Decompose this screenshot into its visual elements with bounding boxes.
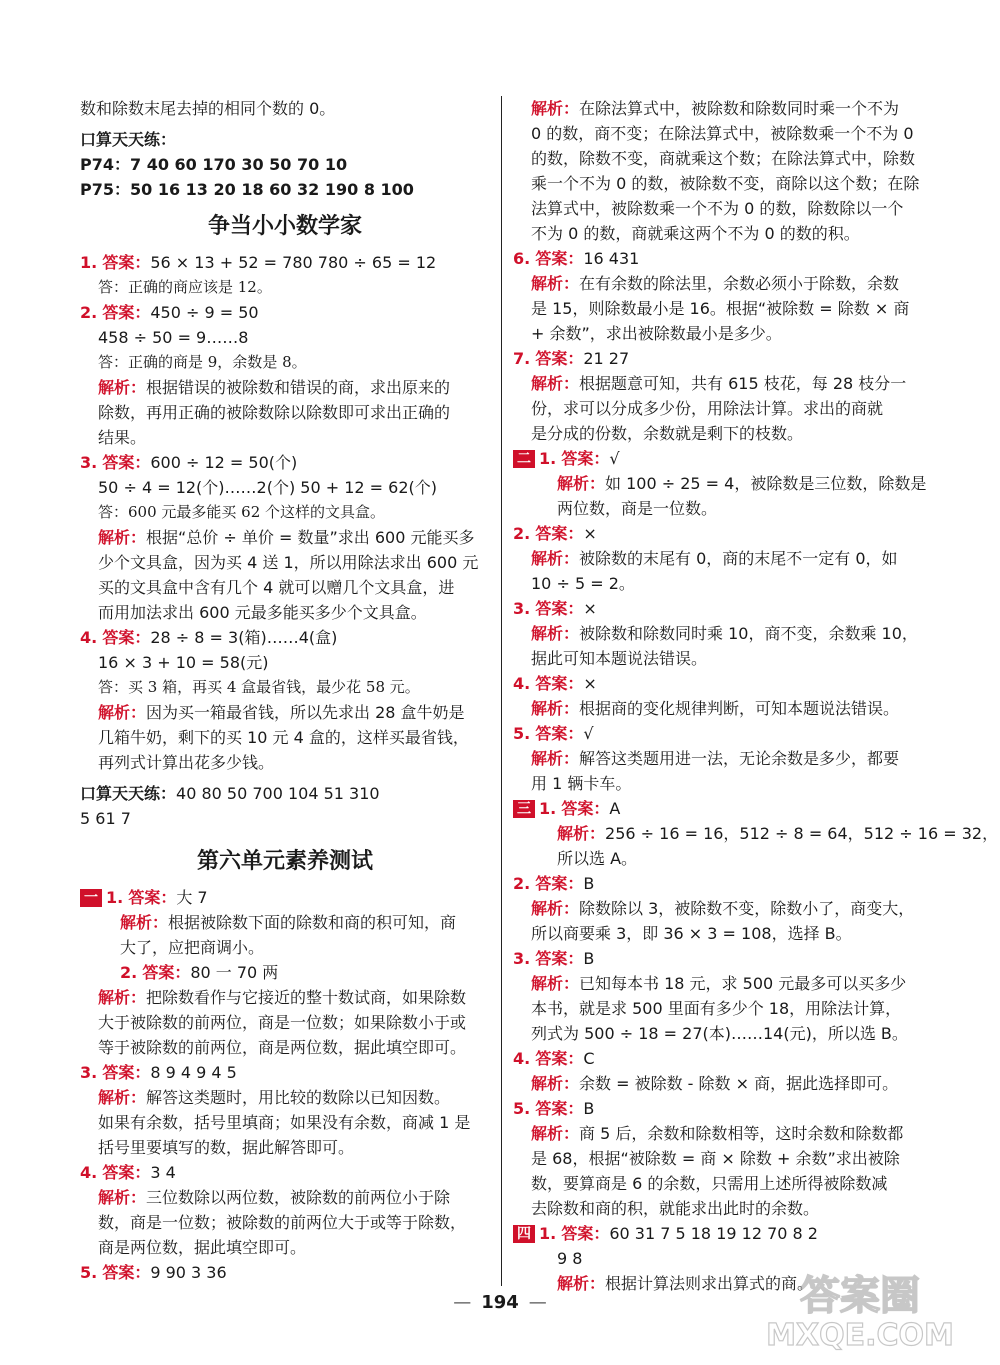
text-line [80,425,490,450]
line-text: 16 431 [583,249,640,268]
text-line [80,960,490,985]
question-number: 4. [513,1049,531,1068]
text-line [513,1221,945,1246]
text-line [513,146,945,171]
line-text: 去除数和商的积，就能求出此时的余数。 [531,1199,820,1218]
line-text: 9 90 3 36 [150,1263,227,1282]
line-text: 答：600 元最多能买 62 个这样的文具盒。 [98,503,386,521]
explanation-label: 解析： [98,528,147,547]
line-text: P75：50 16 13 20 18 60 32 190 8 100 [80,180,414,199]
text-line [80,375,490,400]
line-text: 如果有余数，括号里填商；如果没有余数，商减 1 是 [98,1113,471,1132]
question-number: 1. [539,799,557,818]
explanation-label: 解析： [98,703,147,722]
answer-label: 答案： [102,253,151,272]
answer-label: 答案： [535,874,584,893]
left-column [80,96,490,1285]
explanation-label: 解析： [98,378,147,397]
explanation-label: 解析： [531,699,580,718]
line-text: 60 31 7 5 18 19 12 70 8 2 [609,1224,818,1243]
text-line [513,846,945,871]
text-line [513,1146,945,1171]
line-text: √ [583,724,594,743]
answer-label: 答案： [535,1049,584,1068]
text-line [80,475,490,500]
line-text: 据此可知本题说法错误。 [531,649,708,668]
text-line [513,1096,945,1121]
answer-label: 答案： [128,888,177,907]
question-number: 5. [513,724,531,743]
text-line [513,996,945,1021]
explanation-label: 解析： [531,749,580,768]
text-line [80,1110,490,1135]
question-number: 1. [106,888,124,907]
line-text: 是 68，根据“被除数 = 商 × 除数 + 余数”求出被除 [531,1149,900,1168]
question-number: 4. [513,674,531,693]
footer-dash-right: — [528,1292,547,1313]
text-line [80,806,490,831]
line-text: 争当小小数学家 [207,213,362,239]
line-text: 28 ÷ 8 = 3(箱)……4(盒) [150,628,338,647]
answer-label: 答案： [535,949,584,968]
line-text: 解答这类题用进一法，无论余数是多少，都要 [579,749,900,768]
spacer [80,831,490,837]
text-line [80,1085,490,1110]
text-line [513,271,945,296]
line-text: × [583,599,597,618]
watermark-logo [760,1263,960,1353]
text-line [513,1071,945,1096]
text-line [513,1046,945,1071]
explanation-label: 解析： [531,549,580,568]
line-text: 列式为 500 ÷ 18 = 27(本)……14(元)，所以选 B。 [531,1024,908,1043]
line-text: 不为 0 的数，商就乘这两个不为 0 的数的积。 [531,224,860,243]
answer-label: 答案： [535,724,584,743]
text-line [513,1171,945,1196]
line-text: 根据错误的被除数和错误的商，求出原来的 [146,378,451,397]
explanation-label: 解析： [98,988,147,1007]
explanation-label: 解析： [531,1074,580,1093]
explanation-label: 解析： [120,913,169,932]
text-line [80,575,490,600]
text-line [80,700,490,725]
text-line [80,127,490,152]
line-text: 商是两位数，据此填空即可。 [98,1238,307,1257]
line-text: 已知每本书 18 元，求 500 元最多可以买多少 [579,974,907,993]
text-line [80,152,490,177]
bold-label: 口算天天练： [80,784,177,803]
text-line [80,96,490,121]
text-line [80,1210,490,1235]
question-number: 3. [80,453,98,472]
text-line [80,500,490,525]
line-text: 解答这类题时，用比较的数除以已知因数。 [146,1088,451,1107]
part-marker: 一 [80,889,102,907]
text-line [80,885,490,910]
text-line [80,750,490,775]
line-text: 第六单元素养测试 [196,848,373,874]
answer-label: 答案： [535,674,584,693]
line-text: 除数除以 3，被除数不变，除数小了，商变大， [579,899,915,918]
line-text: 根据计算法则求出算式的商。 [605,1274,814,1293]
text-line [80,550,490,575]
text-line [513,496,945,521]
text-line [80,250,490,275]
text-line [513,871,945,896]
text-line [513,1121,945,1146]
text-line [513,221,945,246]
explanation-label: 解析： [531,899,580,918]
answer-label: 答案： [102,1063,151,1082]
text-line [80,1010,490,1035]
text-line [80,625,490,650]
question-number: 1. [80,253,98,272]
line-text: C [583,1049,595,1068]
explanation-label: 解析： [557,474,606,493]
line-text: 3 4 [150,1163,176,1182]
line-text: 如 100 ÷ 25 = 4，被除数是三位数，除数是 [605,474,927,493]
text-line [513,771,945,796]
line-text: 而用加法求出 600 元最多能买多少个文具盒。 [98,603,427,622]
line-text: 是分成的份数，余数就是剩下的枝数。 [531,424,804,443]
line-text: 份，求可以分成多少份，用除法计算。求出的商就 [531,399,884,418]
line-text: 大了，应把商调小。 [120,938,265,957]
text-line [513,446,945,471]
watermark-domain: MXQE.COM [766,1318,954,1353]
line-text: 本书，就是求 500 里面有多少个 18，用除法计算， [531,999,902,1018]
line-text: 括号里要填写的数，据此解答即可。 [98,1138,355,1157]
text-line [513,346,945,371]
line-text: 三位数除以两位数，被除数的前两位小于除 [146,1188,451,1207]
text-line [80,1135,490,1160]
line-text: B [583,1099,595,1118]
section-title [80,839,490,883]
line-text: 50 ÷ 4 = 12(个)……2(个) 50 + 12 = 62(个) [98,478,438,497]
answer-label: 答案： [102,453,151,472]
text-line [80,1235,490,1260]
text-line [80,450,490,475]
line-text: 被除数的末尾有 0，商的末尾不一定有 0，如 [579,549,898,568]
line-text: 等于被除数的前两位，商是两位数，据此填空即可。 [98,1038,467,1057]
text-line [513,471,945,496]
text-line [80,935,490,960]
question-number: 2. [513,874,531,893]
text-line [513,796,945,821]
line-text: 几箱牛奶，剩下的买 10 元 4 盒的，这样买最省钱， [98,728,469,747]
line-text: 所以选 A。 [557,849,638,868]
question-number: 6. [513,249,531,268]
line-text: B [583,949,595,968]
text-line [513,596,945,621]
line-text: 答：正确的商应该是 12。 [98,278,272,296]
line-text: 根据商的变化规律判断，可知本题说法错误。 [579,699,900,718]
question-number: 5. [80,1263,98,1282]
text-line [513,371,945,396]
line-text: 大 7 [176,888,208,907]
question-number: 3. [80,1063,98,1082]
line-text: 600 ÷ 12 = 50(个) [150,453,298,472]
explanation-label: 解析： [531,624,580,643]
line-text: 买的文具盒中含有几个 4 就可以赠几个文具盒，进 [98,578,455,597]
text-line [513,671,945,696]
line-text: 256 ÷ 16 = 16，512 ÷ 8 = 64，512 ÷ 16 = 32， [605,824,999,843]
text-line [80,675,490,700]
answer-label: 答案： [102,303,151,322]
text-line [513,721,945,746]
line-text: 商 5 后，余数和除数相等，这时余数和除数都 [579,1124,904,1143]
line-text: 56 × 13 + 52 = 780 780 ÷ 65 = 12 [150,253,437,272]
line-text: 8 9 4 9 4 5 [150,1063,237,1082]
line-text: 是 15，则除数最小是 16。根据“被除数 = 除数 × 商 [531,299,910,318]
text-line [80,781,490,806]
answer-label: 答案： [535,524,584,543]
text-line [80,725,490,750]
text-line [513,296,945,321]
text-line [513,246,945,271]
line-text: 答：正确的商是 9，余数是 8。 [98,353,307,371]
line-text: A [609,799,621,818]
line-text: 结果。 [98,428,147,447]
text-line [513,396,945,421]
answer-label: 答案： [102,1163,151,1182]
line-text: 用 1 辆卡车。 [531,774,632,793]
text-line [513,746,945,771]
text-line [80,400,490,425]
text-line [80,1260,490,1285]
line-text: 在除法算式中，被除数和除数同时乘一个不为 [579,99,900,118]
page-number: 194 [481,1292,519,1313]
text-line [80,1160,490,1185]
line-text: 数，商是一位数；被除数的前两位大于或等于除数， [98,1213,467,1232]
line-text: 458 ÷ 50 = 9……8 [98,328,249,347]
line-text: 所以商要乘 3，即 36 × 3 = 108，选择 B。 [531,924,852,943]
text-line [80,650,490,675]
line-text: √ [609,449,620,468]
text-line [80,177,490,202]
line-text: 数和除数末尾去掉的相同个数的 0。 [80,99,336,118]
text-line [80,1060,490,1085]
line-text: 少个文具盒，因为买 4 送 1，所以用除法求出 600 元 [98,553,479,572]
line-text: 因为买一箱最省钱，所以先求出 28 盒牛奶是 [146,703,465,722]
text-line [80,300,490,325]
text-line [80,1035,490,1060]
text-line [513,921,945,946]
line-text: 余数 = 被除数 - 除数 × 商，据此选择即可。 [579,1074,899,1093]
question-number: 1. [539,449,557,468]
line-text: 9 8 [557,1249,583,1268]
line-text: 40 80 50 700 104 51 310 [176,784,380,803]
line-text: 根据题意可知，共有 615 枝花，每 28 枝分一 [579,374,907,393]
column-divider [501,96,502,1286]
right-column [513,96,999,1296]
explanation-label: 解析： [531,274,580,293]
text-line [80,275,490,300]
line-text: 答：买 3 箱，再买 4 盒最省钱，最少花 58 元。 [98,678,420,696]
line-text: 0 的数，商不变；在除法算式中，被除数乘一个不为 0 [531,124,914,143]
text-line [80,350,490,375]
answer-label: 答案： [142,963,191,982]
question-number: 2. [513,524,531,543]
line-text: 大于被除数的前两位，商是一位数；如果除数小于或 [98,1013,467,1032]
answer-label: 答案： [561,799,610,818]
line-text: 16 × 3 + 10 = 58(元) [98,653,269,672]
answer-label: 答案： [561,1224,610,1243]
text-line [513,821,999,846]
footer-dash-left: — [453,1292,472,1313]
text-line [513,1021,945,1046]
text-line [513,571,945,596]
text-line [80,325,490,350]
text-line [513,321,945,346]
part-marker: 四 [513,1225,535,1243]
line-text: 再列式计算出花多少钱。 [98,753,275,772]
text-line [513,171,945,196]
text-line [80,525,490,550]
line-text: 数，要算商是 6 的余数，只需用上述所得被除数减 [531,1174,888,1193]
text-line [513,646,945,671]
line-text: + 余数”，求出被除数最小是多少。 [531,324,782,343]
question-number: 4. [80,1163,98,1182]
text-line [80,910,490,935]
section-title [80,204,490,248]
text-line [513,1196,945,1221]
explanation-label: 解析： [531,974,580,993]
text-line [513,196,945,221]
line-text: 两位数，商是一位数。 [557,499,718,518]
line-text: 80 一 70 两 [190,963,279,982]
line-text: 根据“总价 ÷ 单价 = 数量”求出 600 元能买多 [146,528,475,547]
text-line [80,1185,490,1210]
part-marker: 三 [513,800,535,818]
text-line [513,521,945,546]
explanation-label: 解析： [531,99,580,118]
answer-label: 答案： [535,1099,584,1118]
line-text: P74：7 40 60 170 30 50 70 10 [80,155,348,174]
answer-label: 答案： [535,599,584,618]
text-line [513,546,945,571]
text-line [513,946,945,971]
line-text: × [583,524,597,543]
explanation-label: 解析： [557,824,606,843]
answer-label: 答案： [102,628,151,647]
question-number: 3. [513,599,531,618]
line-text: 在有余数的除法里，余数必须小于除数，余数 [579,274,900,293]
text-line [513,96,945,121]
explanation-label: 解析： [531,374,580,393]
line-text: 除数，再用正确的被除数除以除数即可求出正确的 [98,403,451,422]
explanation-label: 解析： [98,1088,147,1107]
question-number: 2. [80,303,98,322]
answer-label: 答案： [535,349,584,368]
text-line [513,896,945,921]
line-text: 10 ÷ 5 = 2。 [531,574,635,593]
question-number: 2. [120,963,138,982]
answer-label: 答案： [102,1263,151,1282]
answer-label: 答案： [535,249,584,268]
question-number: 4. [80,628,98,647]
line-text: 450 ÷ 9 = 50 [150,303,259,322]
line-text: 被除数和除数同时乘 10，商不变，余数乘 10， [579,624,918,643]
line-text: 根据被除数下面的除数和商的积可知，商 [168,913,457,932]
line-text: 5 61 7 [80,809,131,828]
explanation-label: 解析： [531,1124,580,1143]
text-line [80,985,490,1010]
text-line [513,121,945,146]
line-text: 乘一个不为 0 的数，被除数不变，商除以这个数；在除 [531,174,920,193]
text-line [513,621,945,646]
explanation-label: 解析： [557,1274,606,1293]
question-number: 5. [513,1099,531,1118]
answer-label: 答案： [561,449,610,468]
question-number: 1. [539,1224,557,1243]
line-text: 法算式中，被除数乘一个不为 0 的数，除数除以一个 [531,199,904,218]
line-text: 的数，除数不变，商就乘这个数；在除法算式中，除数 [531,149,916,168]
line-text: B [583,874,595,893]
line-text: 21 27 [583,349,630,368]
text-line [513,421,945,446]
text-line [513,971,945,996]
watermark-text: 答案圈 [800,1273,920,1319]
text-line [80,600,490,625]
question-number: 3. [513,949,531,968]
explanation-label: 解析： [98,1188,147,1207]
question-number: 7. [513,349,531,368]
text-line [513,696,945,721]
line-text: × [583,674,597,693]
part-marker: 二 [513,450,535,468]
line-text: 把除数看作与它接近的整十数试商，如果除数 [146,988,467,1007]
line-text: 口算天天练： [80,130,177,149]
